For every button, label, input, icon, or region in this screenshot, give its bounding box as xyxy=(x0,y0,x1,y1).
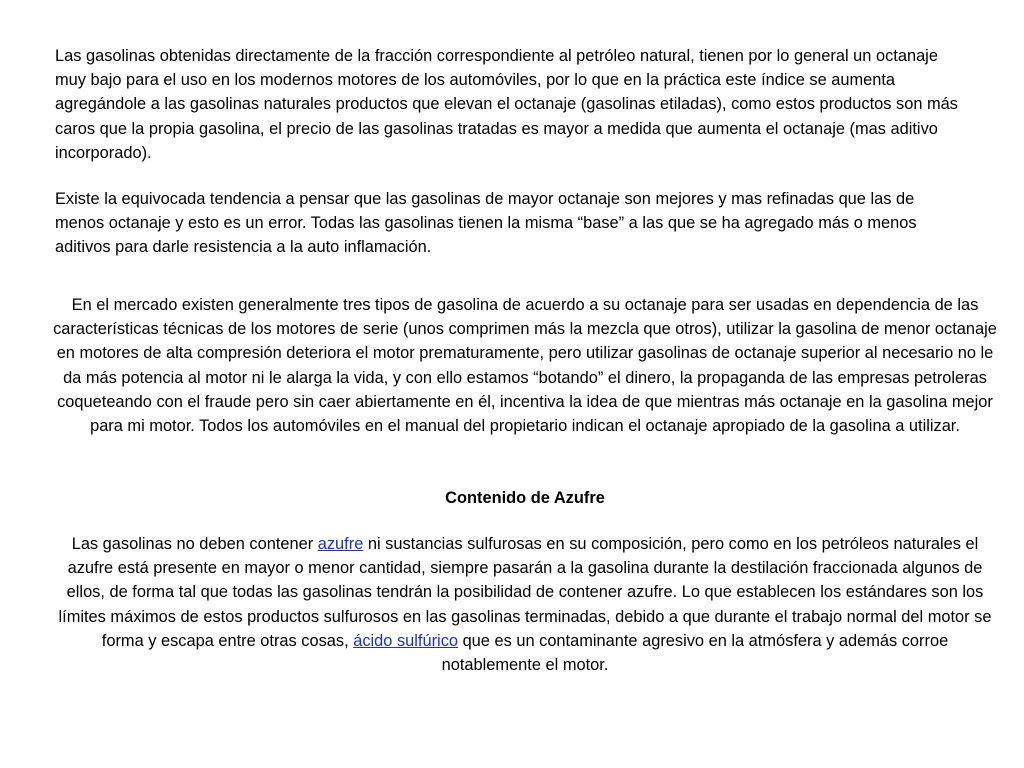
link-azufre[interactable]: azufre xyxy=(317,535,364,553)
sulfur-text-part-3: que es un contaminante agresivo en la atmósfera y además corroe notablemente el motor. xyxy=(441,631,949,675)
link-acido-sulfurico[interactable]: ácido sulfúrico xyxy=(353,631,459,650)
paragraph-sulfur-content xyxy=(50,532,1000,677)
sulfur-text-part-1: Las gasolinas no deben contener xyxy=(71,535,318,553)
paragraph-gasoline-types: En el mercado existen generalmente tres tipos de gasolina de acuerdo a su octanaje para ser usadas en dependencia de las características técnicas de los motores de serie (unos comprimen más la mezcla que otros), utilizar la gasolina de menor octanaje en motores de alta compresión deteriora el motor prematuramente, pero utilizar gasolinas de octanaje superior al necesario no le da más potencia al motor ni le alarga la vida, y con ello estamos “botando” el dinero, la propaganda de las empresas petroleras coqueteando con el fraude pero sin caer abiertamente en él, incentiva la idea de que mientras más octanaje en la gasolina mejor para mi motor. Todos los automóviles en el manual del propietario indican el octanaje apropiado de la gasolina a utilizar. xyxy=(53,296,997,436)
section-heading-sulfur: Contenido de Azufre xyxy=(445,489,605,507)
paragraph-octane-misconception: Existe la equivocada tendencia a pensar que las gasolinas de mayor octanaje son mejores y mas refinadas que las de menos octanaje y esto es un error. Todas las gasolinas tienen la misma “base” a las que se ha agregado más o menos aditivos para darle resistencia a la auto inflamación. xyxy=(55,190,917,257)
paragraph-octane-intro: Las gasolinas obtenidas directamente de la fracción correspondiente al petróleo natural, tienen por lo general un octanaje muy bajo para el uso en los modernos motores de los automóviles, por lo que en la práctica este índice se aumenta agregándole a las gasolinas naturales productos que elevan el octanaje (gasolinas etiladas), como estos productos son más caros que la propia gasolina, el precio de las gasolinas tratadas es mayor a medida que aumenta el octanaje (mas aditivo incorporado). xyxy=(55,47,958,162)
sulfur-text-part-2: ni sustancias sulfurosas en su composición, pero como en los petróleos naturales el azufre está presente en mayor o menor cantidad, siempre pasarán a la gasolina durante la destilación fraccionada algunos de ellos, de forma tal que todas las gasolinas tendrán la posibilidad de contener azufre. Lo que establecen los estándares son los límites máximos de estos productos sulfurosos en las gasolinas terminadas, debido a que durante el trabajo normal del motor se forma y escapa entre otras cosas, xyxy=(58,535,992,650)
